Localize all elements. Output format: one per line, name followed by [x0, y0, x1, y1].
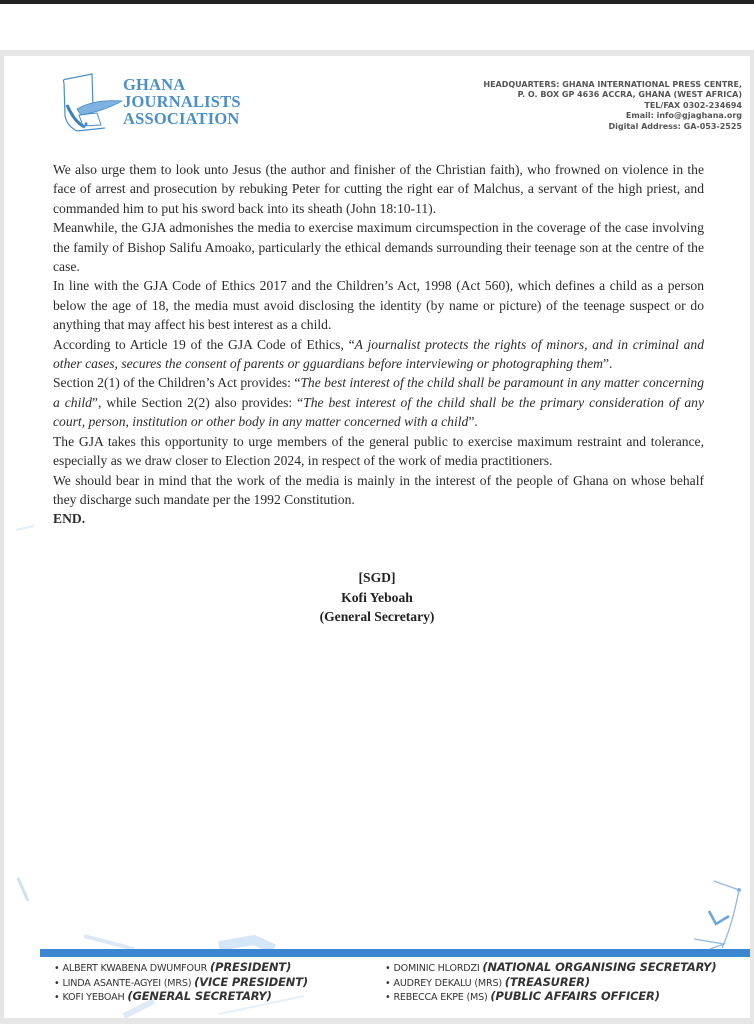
quote-article-19: A journalist protects the rights of minors, and in criminal and other cases, secures the consent of parents or gguardians before interviewing or photographing them [53, 336, 704, 372]
officer-item [54, 976, 308, 991]
text: According to Article 19 of the GJA Code of Ethics, “ [53, 336, 355, 352]
contact-po-box: P. O. BOX GP 4636 ACCRA, GHANA (WEST AFRICA) [517, 90, 742, 100]
gja-logo [59, 71, 259, 141]
officer-item [385, 961, 716, 976]
signature-block [4, 568, 750, 627]
text: Section 2(1) of the Children’s Act provides: “ [53, 375, 301, 391]
officer-name: DOMINIC HLORDZI [393, 963, 480, 974]
signatory-title: (General Secretary) [319, 609, 435, 624]
officer-name: ALBERT KWABENA DWUMFOUR [62, 963, 208, 974]
letter-body [53, 160, 704, 529]
officer-name: KOFI YEBOAH [62, 992, 125, 1004]
quill-motif-icon [694, 881, 741, 949]
logo-wordmark [123, 76, 241, 127]
watermark-stroke [84, 936, 134, 949]
paragraph-childrens-act: In line with the GJA Code of Ethics 2017 and the Children’s Act, 1998 (Act 560), which defines a child as a person below the age of 18, the media must avoid disclosing the identity (by name or picture) of the teenage suspect or do anything that may affect his best interest as a child. [53, 278, 704, 333]
quote-section-2-2: The best interest of the child shall be the primary consideration of any court, person, institution or other body in any matter concerned with a child [53, 394, 704, 430]
bullet-icon: • [385, 977, 391, 989]
logo-line-1: GHANA [123, 75, 186, 94]
top-dark-strip [0, 0, 754, 4]
footer-bar [40, 949, 750, 957]
logo-line-3: ASSOCIATION [123, 109, 240, 128]
paragraph-section-2 [53, 373, 704, 431]
officer-role: (NATIONAL ORGANISING SECRETARY) [482, 960, 717, 974]
logo-line-2: JOURNALISTS [123, 92, 241, 111]
officer-item [385, 976, 716, 991]
signatory-name: Kofi Yeboah [341, 589, 413, 605]
contact-email: Email: info@gjaghana.org [625, 111, 742, 121]
officers-left-column [54, 961, 308, 1005]
officer-role: (TREASURER) [504, 974, 590, 989]
officer-item [385, 990, 716, 1005]
officer-name: REBECCA EKPE (MS) [393, 992, 488, 1004]
paragraph-restraint: The GJA takes this opportunity to urge members of the general public to exercise maximum restraint and tolerance, especially as we draw closer to Election 2024, in respect of the work of media practitioners. [53, 433, 704, 469]
paragraph-jesus: We also urge them to look unto Jesus (the author and finisher of the Christian faith), who frowned on violence in the face of arrest and prosecution by rebuking Peter for cutting the right ear of Malchus, a servant of the high priest, and commanded him to put his sword back into its sheath (John 18:10-11). [53, 162, 704, 216]
watermark-stroke [16, 526, 34, 530]
contact-telfax: TEL/FAX 0302-234694 [644, 100, 742, 110]
officer-role: (PRESIDENT) [210, 960, 292, 974]
officer-name: LINDA ASANTE-AGYEI (MRS) [62, 977, 192, 989]
bullet-icon: • [385, 963, 391, 974]
officer-item [54, 961, 308, 976]
bullet-icon: • [54, 992, 60, 1004]
scroll-and-quill-icon [59, 71, 123, 141]
text: ”. [468, 414, 478, 430]
officer-name: AUDREY DEKALU (MRS) [393, 977, 502, 989]
signed-marker: [SGD] [358, 570, 396, 585]
contact-headquarters: HEADQUARTERS: GHANA INTERNATIONAL PRESS CENTRE, [483, 80, 742, 89]
watermark-stroke [219, 940, 274, 949]
paragraph-circumspection: Meanwhile, the GJA admonishes the media to exercise maximum circumspection in the coverage of the case involving the family of Bishop Salifu Amoako, particularly the ethical demands surrounding their teenage son at the centre of the case. [53, 220, 704, 275]
bullet-icon: • [54, 963, 60, 974]
officer-role: (VICE PRESIDENT) [194, 974, 308, 989]
contact-block [483, 80, 742, 132]
contact-digital-address: Digital Address: GA-053-2525 [608, 121, 742, 131]
paragraph-article-19 [53, 335, 704, 374]
officer-item [54, 990, 308, 1005]
bullet-icon: • [385, 992, 391, 1004]
officer-role: (GENERAL SECRETARY) [127, 989, 272, 1004]
end-marker: END. [53, 511, 86, 527]
text: ”, while Section 2(2) also provides: “ [91, 394, 304, 410]
document-page [4, 56, 750, 1018]
text: ”. [602, 356, 613, 372]
paragraph-mandate: We should bear in mind that the work of the media is mainly in the interest of the people of Ghana on whose behalf they discharge such mandate per the 1992 Constitution. [53, 472, 704, 507]
quote-section-2-1: The best interest of the child shall be paramount in any matter concerning a child [53, 375, 704, 410]
bullet-icon: • [54, 977, 60, 989]
watermark-stroke [18, 878, 28, 901]
officer-role: (PUBLIC AFFAIRS OFFICER) [490, 989, 660, 1004]
officers-right-column [385, 961, 716, 1005]
